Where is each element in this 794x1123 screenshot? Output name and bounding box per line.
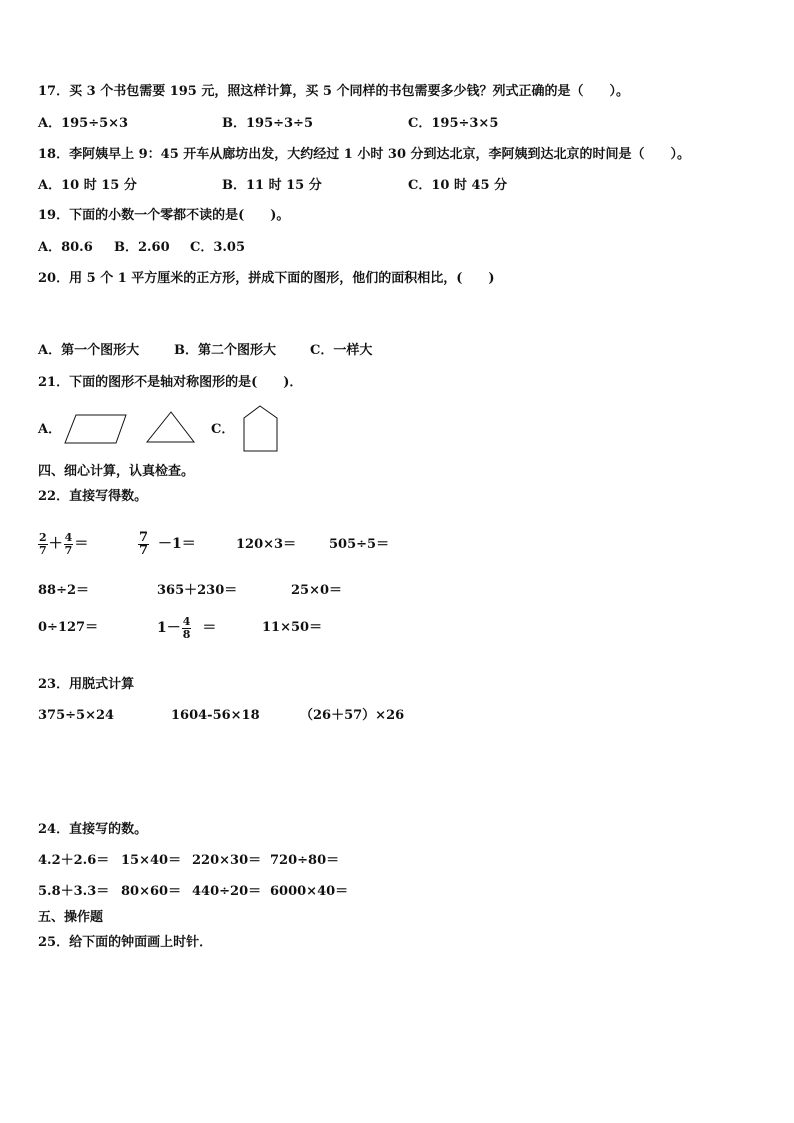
q24-expr-r2-1: 5.8＋3.3＝ (38, 884, 110, 899)
q23-item-1: 375÷5×24 (38, 708, 115, 723)
q17-option-a: A．195÷5×3 (38, 116, 129, 131)
pentagon-house-figure (243, 405, 279, 453)
q17-stem: 17．买 3 个书包需要 195 元，照这样计算，买 5 个同样的书包需要多少钱？列式正确的是（ ）。 (38, 84, 629, 99)
parallelogram-figure (64, 414, 128, 444)
q19-stem: 19．下面的小数一个零都不读的是( )。 (38, 208, 290, 223)
q23-item-3: （26＋57）×26 (300, 708, 405, 723)
q22-stem: 22．直接写得数。 (38, 489, 148, 504)
q22-expr-fraction-sum (37, 526, 88, 562)
fraction-2-7: $\frac{2}{7}$ (39, 530, 47, 557)
fraction-4-7: $\frac{4}{7}$ (64, 530, 73, 557)
q24-expr-r2-4: 6000×40＝ (270, 884, 349, 899)
q24-stem: 24．直接写的数。 (38, 822, 148, 837)
q22-expr-one-minus-fraction (157, 610, 216, 646)
one-minus: 1－ (157, 620, 181, 636)
q22-expr-11x50: 11×50＝ (262, 620, 323, 635)
equals-sign: ＝ (202, 620, 217, 636)
q23-item-2: 1604-56×18 (171, 708, 260, 723)
q20-stem: 20．用 5 个 1 平方厘米的正方形，拼成下面的图形，他们的面积相比，( ) (38, 271, 495, 286)
q19-option-b: B．2.60 (114, 240, 170, 255)
q20-option-b: B．第二个图形大 (174, 343, 276, 358)
q24-expr-r2-2: 80×60＝ (121, 884, 182, 899)
q19-option-a: A．80.6 (38, 240, 93, 255)
triangle-figure (146, 411, 196, 443)
q24-expr-r1-4: 720÷80＝ (270, 853, 340, 868)
q22-expr-120x3: 120×3＝ (236, 537, 297, 552)
q24-expr-r1-2: 15×40＝ (121, 853, 182, 868)
q22-expr-88div2: 88÷2＝ (38, 583, 90, 598)
q21-label-c: C． (211, 422, 235, 437)
q24-expr-r2-3: 440÷20＝ (192, 884, 262, 899)
q21-label-a: A． (38, 422, 62, 437)
minus-tail: －1＝ (158, 536, 196, 552)
q18-option-b: B．11 时 15 分 (222, 178, 322, 193)
q18-stem: 18．李阿姨早上 9：45 开车从廊坊出发，大约经过 1 小时 30 分到达北京，李阿姨到达北京的时间是（ ）。 (38, 147, 691, 162)
q18-option-c: C．10 时 45 分 (408, 178, 508, 193)
section-5-heading: 五、操作题 (38, 910, 104, 925)
q21-stem: 21．下面的图形不是轴对称图形的是( )． (38, 375, 303, 390)
q17-option-c: C．195÷3×5 (408, 116, 499, 131)
q17-option-b: B．195÷3÷5 (222, 116, 314, 131)
q24-expr-r1-3: 220×30＝ (192, 853, 262, 868)
q19-option-c: C．3.05 (190, 240, 246, 255)
fraction-4-8: $\frac{4}{8}$ (182, 614, 191, 641)
q22-expr-fraction-minus (137, 526, 196, 562)
q22-expr-0div127: 0÷127＝ (38, 620, 99, 635)
fraction-7-7: $\frac{7}{7}$ (139, 529, 149, 558)
q22-expr-505div5: 505÷5＝ (329, 537, 390, 552)
q24-expr-r1-1: 4.2＋2.6＝ (38, 853, 110, 868)
q23-stem: 23．用脱式计算 (38, 677, 135, 692)
q25-stem: 25．给下面的钟面画上时针． (38, 935, 213, 950)
section-4-heading: 四、细心计算，认真检查。 (38, 464, 195, 479)
q22-expr-25x0: 25×0＝ (291, 583, 343, 598)
q20-option-a: A．第一个图形大 (38, 343, 140, 358)
q20-option-c: C．一样大 (310, 343, 373, 358)
plus-sign: ＋ (48, 536, 63, 552)
equals-sign: ＝ (74, 536, 89, 552)
q18-option-a: A．10 时 15 分 (38, 178, 137, 193)
q22-expr-365plus230: 365＋230＝ (157, 583, 238, 598)
